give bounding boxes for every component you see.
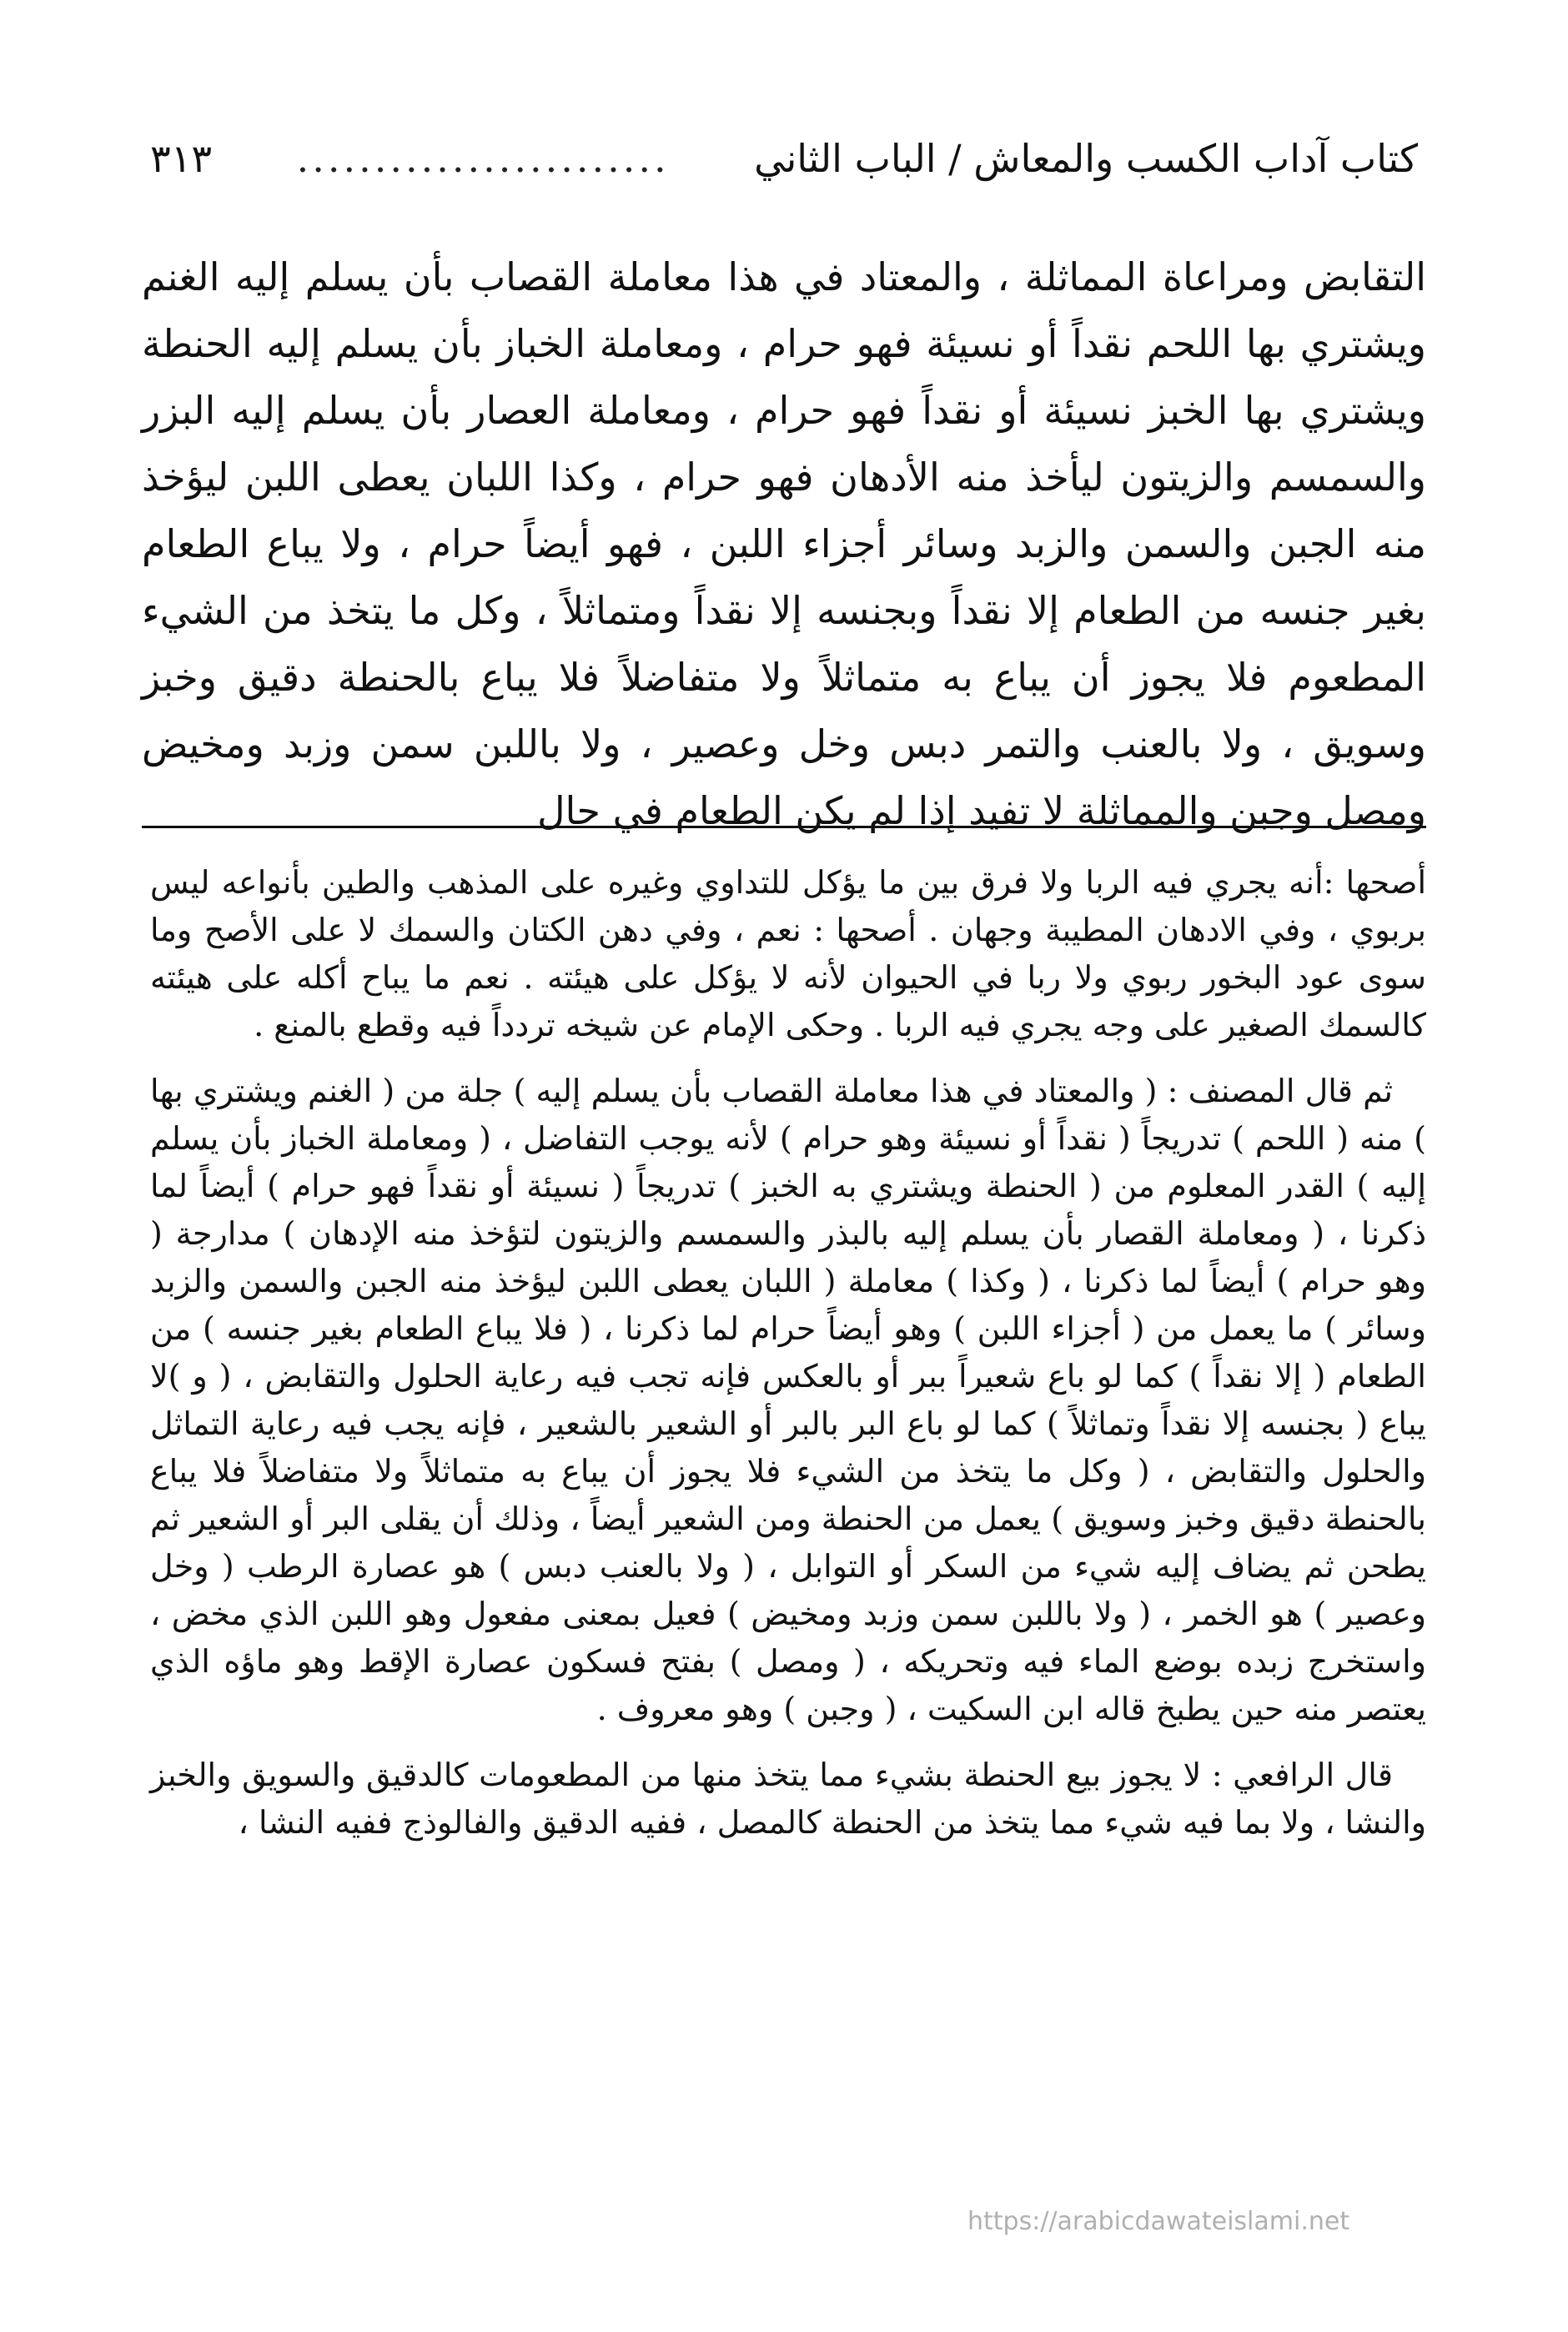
watermark-url: https://arabicdawateislami.net [967, 2207, 1350, 2236]
commentary-paragraph-3: قال الرافعي : لا يجوز بيع الحنطة بشيء مما يتخذ منها من المطعومات كالدقيق والسويق والخبز والنشا ، ولا بما فيه شيء مما يتخذ من الحنطة كالمصل ، ففيه الدقيق والفالوذج ففيه النشا ، [150, 1757, 1426, 1841]
commentary-block [150, 859, 1426, 1865]
running-title: كتاب آداب الكسب والمعاش / الباب الثاني [754, 136, 1418, 181]
commentary-paragraph-1: أصحها :أنه يجري فيه الربا ولا فرق بين ما يؤكل للتداوي وغيره على المذهب والطين بأنواعه ليس بربوي ، وفي الادهان المطيبة وجهان . أصحها : نعم ، وفي دهن الكتان والسمك لا على الأصح وما سوى عود البخور ربوي ولا ربا في الحيوان لأنه لا يؤكل على هيئته . نعم ما يباح أكله على هيئته كالسمك الصغير على وجه يجري فيه الربا . وحكى الإمام عن شيخه تردداً فيه وقطع بالمنع . [150, 864, 1426, 1043]
commentary-paragraph-2: ثم قال المصنف : ( والمعتاد في هذا معاملة القصاب بأن يسلم إليه ) جلة من ( الغنم ويشتري بها ) منه ( اللحم ) تدريجاً ( نقداً أو نسيئة وهو حرام ) لأنه يوجب التفاضل ، ( ومعاملة الخباز بأن يسلم إليه ) القدر المعلوم من ( الحنطة ويشتري به الخبز ) تدريجاً ( نسيئة أو نقداً فهو حرام ) أيضاً لما ذكرنا ، ( ومعاملة القصار بأن يسلم إليه بالبذر والسمسم والزيتون لتؤخذ منه الإدهان ) مدارجة ( وهو حرام ) أيضاً لما ذكرنا ، ( وكذا ) معاملة ( اللبان يعطى اللبن ليؤخذ منه الجبن والسمن والزبد وسائر ) ما يعمل من ( أجزاء اللبن ) وهو أيضاً حرام لما ذكرنا ، ( فلا يباع الطعام بغير جنسه ) من الطعام ( إلا نقداً ) كما لو باع شعيراً ببر أو بالعكس فإنه تجب فيه رعاية الحلول والتقابض ، ( و )لا يباع ( بجنسه إلا نقداً وتماثلاً ) كما لو باع البر بالبر أو الشعير بالشعير ، فإنه يجب فيه رعاية التماثل والحلول والتقابض ، ( وكل ما يتخذ من الشيء فلا يجوز أن يباع به متماثلاً ولا متفاضلاً فلا يباع بالحنطة دقيق وخبز وسويق ) يعمل من الحنطة ومن الشعير أيضاً ، وذلك أن يقلى البر أو الشعير ثم يطحن ثم يضاف إليه شيء من السكر أو التوابل ، ( ولا بالعنب دبس ) هو عصارة الرطب ( وخل وعصير ) هو الخمر ، ( ولا باللبن سمن وزبد ومخيض ) فعيل بمعنى مفعول وهو اللبن الذي مخض ، واستخرج زبده بوضع الماء فيه وتحريكه ، ( ومصل ) بفتح فسكون عصارة الإقط وهو ماؤه الذي يعتصر منه حين يطبخ قاله ابن السكيت ، ( وجبن ) وهو معروف . [150, 1073, 1426, 1727]
header-dot-leader: ........................ [296, 136, 670, 181]
footnote-separator [142, 826, 1426, 828]
main-text-block [142, 244, 1426, 844]
main-paragraph: التقابض ومراعاة المماثلة ، والمعتاد في هذا معاملة القصاب بأن يسلم إليه الغنم ويشتري بها اللحم نقداً أو نسيئة فهو حرام ، ومعاملة الخباز بأن يسلم إليه الحنطة ويشتري بها الخبز نسيئة أو نقداً فهو حرام ، ومعاملة العصار بأن يسلم إليه البزر والسمسم والزيتون ليأخذ منه الأدهان فهو حرام ، وكذا اللبان يعطى اللبن ليؤخذ منه الجبن والسمن والزبد وسائر أجزاء اللبن ، فهو أيضاً حرام ، ولا يباع الطعام بغير جنسه من الطعام إلا نقداً وبجنسه إلا نقداً ومتماثلاً ، وكل ما يتخذ من الشيء المطعوم فلا يجوز أن يباع به متماثلاً ولا متفاضلاً فلا يباع بالحنطة دقيق وخبز وسويق ، ولا بالعنب والتمر دبس وخل وعصير ، ولا باللبن سمن وزبد ومخيض ومصل وجبن والمماثلة لا تفيد إذا لم يكن الطعام في حال [142, 254, 1426, 833]
page-number: ٣١٣ [150, 136, 213, 181]
page-header [150, 125, 1418, 192]
